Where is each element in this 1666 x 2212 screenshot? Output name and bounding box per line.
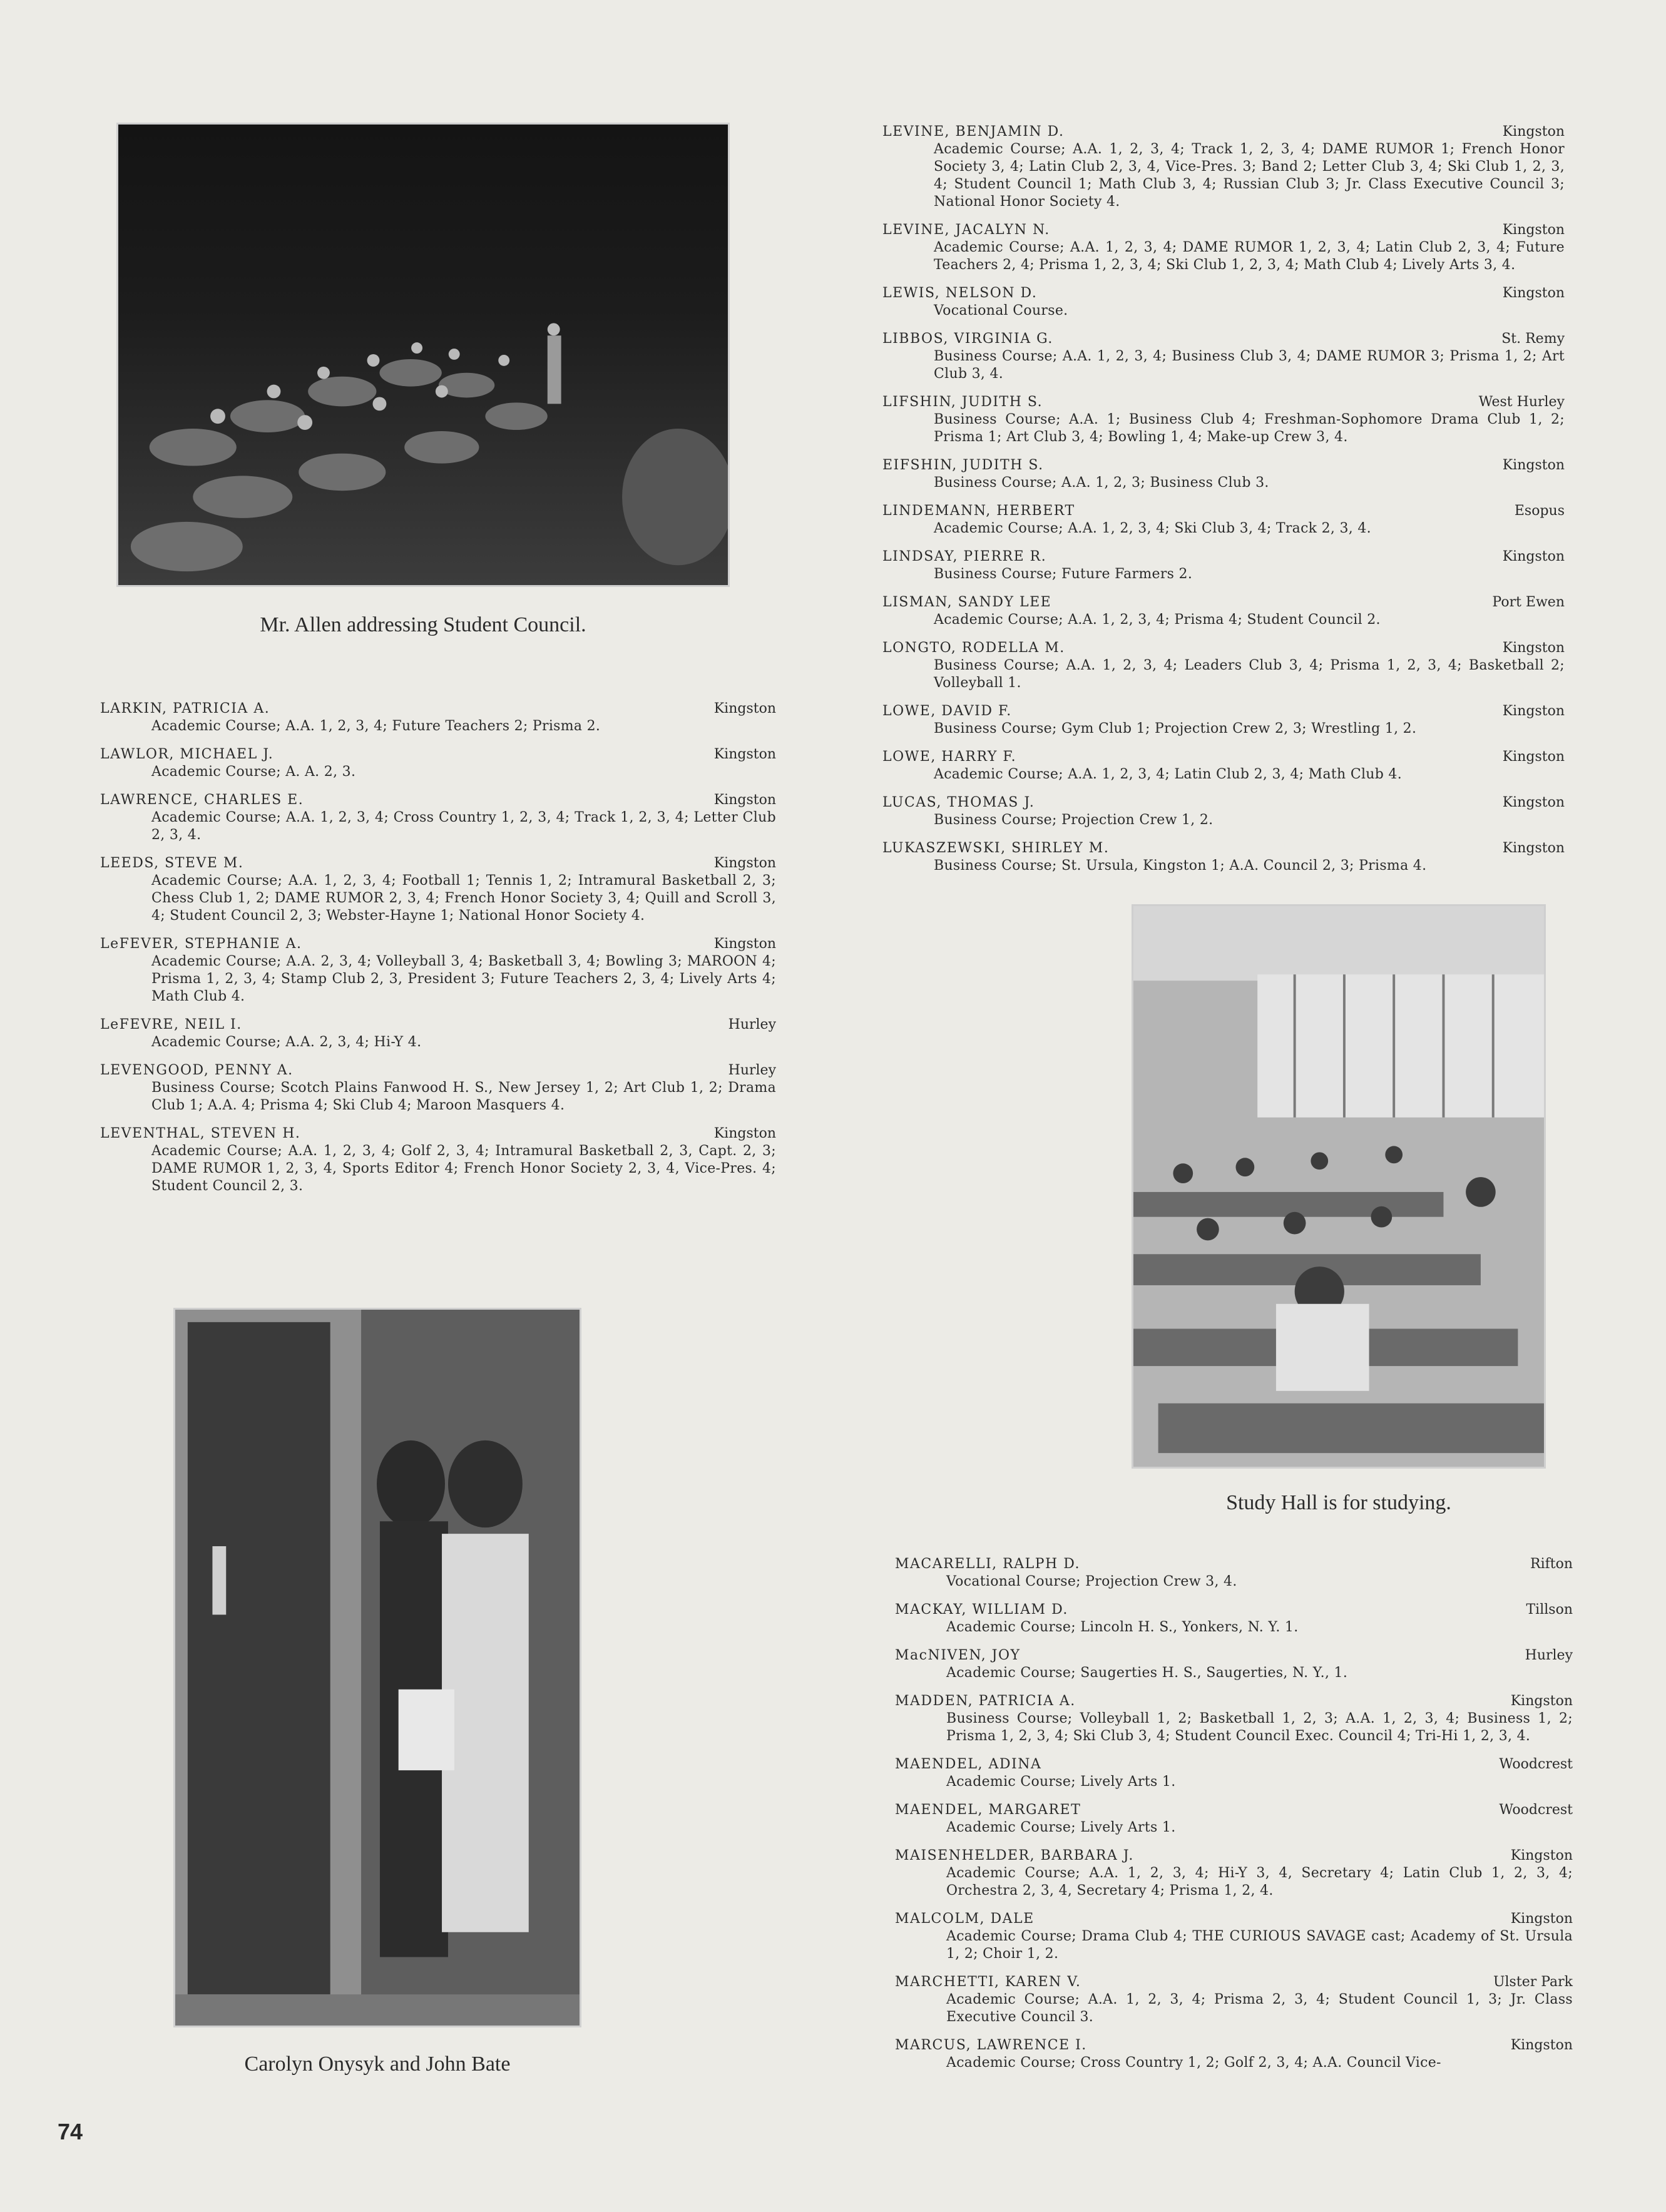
student-entry — [895, 1555, 1573, 1591]
student-activities: Business Course; Volleyball 1, 2; Basketball 1, 2, 3; A.A. 1, 2, 3, 4; Business 1, 2; Prisma 1, 2, 3, 4; Ski Club 3, 4; Student Council Exec. Council 4; Tri-Hi 1, 2, 3, 4. — [946, 1711, 1573, 1744]
student-activities: Business Course; Projection Crew 1, 2. — [934, 812, 1214, 828]
entry-header — [882, 456, 1565, 474]
couple-image — [175, 1310, 580, 2026]
student-name: MACARELLI, RALPH D. — [895, 1556, 1081, 1572]
student-name: LUKASZEWSKI, SHIRLEY M. — [882, 840, 1110, 856]
student-entry — [895, 1755, 1573, 1791]
student-name: LeFEVER, STEPHANIE A. — [100, 936, 302, 952]
student-activities: Academic Course; A.A. 1, 2, 3, 4; Prisma 2, 3, 4; Student Council 1, 3; Jr. Class Executive Council 3. — [946, 1992, 1573, 2025]
student-name: MARCHETTI, KAREN V. — [895, 1974, 1081, 1990]
student-activities: Academic Course; A.A. 2, 3, 4; Volleyball 3, 4; Basketball 3, 4; Bowling 3; MAROON 4; Prisma 1, 2, 3, 4; Stamp Club 2, 3, President 3; Future Teachers 2, 3, 4; Lively Arts 4; Math Club 4. — [151, 954, 776, 1004]
student-town: Kingston — [1510, 2037, 1573, 2053]
student-town: West Hurley — [1478, 394, 1565, 410]
student-name: MARCUS, LAWRENCE I. — [895, 2037, 1087, 2053]
student-town: Hurley — [1525, 1648, 1573, 1663]
entry-header — [882, 221, 1565, 239]
student-entry — [100, 700, 776, 735]
student-activities: Academic Course; A.A. 1, 2, 3, 4; Cross Country 1, 2, 3, 4; Track 1, 2, 3, 4; Letter Club 2, 3, 4. — [151, 810, 776, 843]
student-name: LeFEVRE, NEIL I. — [100, 1017, 242, 1032]
entry-header — [882, 793, 1565, 812]
student-entry — [882, 456, 1565, 492]
entry-header — [895, 1755, 1573, 1773]
student-name: MALCOLM, DALE — [895, 1911, 1035, 1927]
student-town: Hurley — [728, 1063, 776, 1078]
student-activities: Academic Course; A.A. 1, 2, 3, 4; Ski Club 3, 4; Track 2, 3, 4. — [934, 521, 1371, 536]
student-town: Woodcrest — [1499, 1756, 1573, 1772]
couple-caption: Carolyn Onysyk and John Bate — [244, 2052, 511, 2076]
student-town: Kingston — [713, 936, 776, 952]
entry-header — [100, 1061, 776, 1079]
student-activities: Academic Course; Drama Club 4; THE CURIOUS SAVAGE cast; Academy of St. Ursula 1, 2; Choir 1, 2. — [946, 1929, 1573, 1962]
student-council-caption: Mr. Allen addressing Student Council. — [260, 613, 586, 636]
student-activities: Academic Course; A.A. 1, 2, 3, 4; Football 1; Tennis 1, 2; Intramural Basketball 2, 3; Chess Club 1, 2; DAME RUMOR 2, 3, 4; French Honor Society 3, 4; Quill and Scroll 3, 4; Student Council 2, 3; Webster-Hayne 1; National Honor Society 4. — [151, 873, 776, 924]
study-hall-image — [1133, 906, 1544, 1467]
student-town: Kingston — [713, 855, 776, 871]
study-hall-photo — [1132, 904, 1546, 1469]
student-activities: Academic Course; A.A. 1, 2, 3, 4; Golf 2, 3, 4; Intramural Basketball 2, 3, Capt. 2, 3; DAME RUMOR 1, 2, 3, 4, Sports Editor 4; French Honor Society 2, 3, 4, Vice-Pres. 4; Student Council 2, 3. — [151, 1143, 776, 1194]
student-name: MADDEN, PATRICIA A. — [895, 1693, 1076, 1709]
entry-header — [100, 1016, 776, 1034]
student-name: LAWRENCE, CHARLES E. — [100, 792, 304, 808]
student-activities: Academic Course; Saugerties H. S., Saugerties, N. Y., 1. — [946, 1665, 1348, 1681]
student-activities: Business Course; A.A. 1, 2, 3, 4; Leaders Club 3, 4; Prisma 1, 2, 3, 4; Basketball 2; Volleyball 1. — [934, 658, 1565, 691]
student-name: MacNIVEN, JOY — [895, 1648, 1021, 1663]
student-entry — [882, 593, 1565, 629]
entry-header — [895, 1692, 1573, 1710]
page-number: 74 — [58, 2119, 83, 2144]
entry-header — [895, 1601, 1573, 1619]
student-name: LEVENGOOD, PENNY A. — [100, 1063, 294, 1078]
student-town: Kingston — [713, 1126, 776, 1141]
student-council-image — [118, 125, 728, 585]
student-activities: Academic Course; A.A. 1, 2, 3, 4; Future Teachers 2; Prisma 2. — [151, 718, 601, 734]
student-town: Kingston — [1502, 549, 1565, 564]
student-entry — [882, 123, 1565, 211]
entry-header — [882, 123, 1565, 141]
student-town: Tillson — [1526, 1602, 1573, 1618]
student-town: Kingston — [1502, 795, 1565, 810]
student-name: LISMAN, SANDY LEE — [882, 594, 1052, 610]
student-town: Port Ewen — [1492, 594, 1565, 610]
student-town: Kingston — [1510, 1693, 1573, 1709]
student-entry — [895, 1692, 1573, 1745]
entry-header — [100, 935, 776, 953]
student-name: MAISENHELDER, BARBARA J. — [895, 1848, 1134, 1863]
entry-header — [895, 2036, 1573, 2054]
couple-photo — [173, 1308, 581, 2027]
student-entry — [895, 2036, 1573, 2072]
student-town: Kingston — [1502, 640, 1565, 656]
student-entry — [100, 791, 776, 844]
student-activities: Vocational Course. — [934, 303, 1068, 319]
student-entry — [895, 1801, 1573, 1837]
student-name: LOWE, DAVID F. — [882, 703, 1012, 719]
student-town: Kingston — [1502, 124, 1565, 140]
student-name: EIFSHIN, JUDITH S. — [882, 457, 1044, 473]
student-entry — [100, 854, 776, 925]
student-entry — [882, 221, 1565, 274]
student-entry — [895, 1646, 1573, 1682]
student-name: LIFSHIN, JUDITH S. — [882, 394, 1043, 410]
student-town: Ulster Park — [1493, 1974, 1573, 1990]
student-town: Hurley — [728, 1017, 776, 1032]
student-name: LEWIS, NELSON D. — [882, 285, 1038, 301]
student-entry — [882, 839, 1565, 875]
student-name: LONGTO, RODELLA M. — [882, 640, 1065, 656]
student-town: Woodcrest — [1499, 1802, 1573, 1818]
student-name: LARKIN, PATRICIA A. — [100, 701, 270, 716]
student-activities: Academic Course; A.A. 1, 2, 3, 4; Prisma 4; Student Council 2. — [934, 612, 1381, 628]
student-activities: Business Course; A.A. 1, 2, 3, 4; Business Club 3, 4; DAME RUMOR 3; Prisma 1, 2; Art Club 3, 4. — [934, 349, 1565, 382]
student-town: St. Remy — [1501, 331, 1565, 347]
student-entry — [100, 1016, 776, 1051]
entry-header — [882, 639, 1565, 657]
entry-header — [100, 791, 776, 809]
student-name: LUCAS, THOMAS J. — [882, 795, 1035, 810]
student-activities: Academic Course; A.A. 1, 2, 3, 4; Hi-Y 3, 4, Secretary 4; Latin Club 1, 2, 3, 4; Orchestra 2, 3, 4, Secretary 4; Prisma 1, 2, 4. — [946, 1865, 1573, 1899]
student-name: LOWE, HARRY F. — [882, 749, 1017, 765]
student-town: Kingston — [1502, 457, 1565, 473]
student-activities: Academic Course; Lively Arts 1. — [946, 1774, 1176, 1790]
student-town: Kingston — [713, 792, 776, 808]
student-town: Kingston — [1502, 222, 1565, 238]
student-council-photo — [116, 123, 730, 587]
entry-header — [895, 1910, 1573, 1928]
entry-header — [882, 548, 1565, 566]
student-town: Esopus — [1514, 503, 1565, 519]
entry-header — [882, 330, 1565, 348]
student-town: Kingston — [1502, 703, 1565, 719]
student-town: Kingston — [1510, 1911, 1573, 1927]
student-name: LIBBOS, VIRGINIA G. — [882, 331, 1053, 347]
student-activities: Business Course; Gym Club 1; Projection Crew 2, 3; Wrestling 1, 2. — [934, 721, 1417, 736]
student-activities: Academic Course; A. A. 2, 3. — [151, 764, 356, 780]
student-activities: Vocational Course; Projection Crew 3, 4. — [946, 1574, 1237, 1589]
student-activities: Business Course; Future Farmers 2. — [934, 566, 1193, 582]
student-entry — [882, 502, 1565, 538]
left-column-entries — [100, 700, 776, 1205]
student-entry — [100, 745, 776, 781]
student-entry — [882, 748, 1565, 783]
student-activities: Academic Course; A.A. 1, 2, 3, 4; Track 1, 2, 3, 4; DAME RUMOR 1; French Honor Society 3, 4; Latin Club 2, 3, 4, Vice-Pres. 3; Band 2; Letter Club 3, 4; Ski Club 1, 2, 3, 4; Student Council 1; Math Club 3, 4; Russian Club 3; Jr. Class Executive Council 3; National Honor Society 4. — [934, 141, 1565, 210]
student-town: Kingston — [713, 701, 776, 716]
entry-header — [882, 502, 1565, 520]
entry-header — [100, 745, 776, 763]
student-entry — [882, 702, 1565, 738]
student-entry — [882, 793, 1565, 829]
student-entry — [882, 639, 1565, 692]
student-activities: Academic Course; A.A. 1, 2, 3, 4; Latin Club 2, 3, 4; Math Club 4. — [934, 767, 1403, 782]
student-name: LINDSAY, PIERRE R. — [882, 549, 1047, 564]
student-name: MAENDEL, MARGARET — [895, 1802, 1081, 1818]
entry-header — [895, 1973, 1573, 1991]
student-entry — [882, 393, 1565, 446]
student-entry — [895, 1847, 1573, 1900]
entry-header — [882, 393, 1565, 411]
entry-header — [882, 702, 1565, 720]
student-activities: Academic Course; A.A. 2, 3, 4; Hi-Y 4. — [151, 1034, 422, 1050]
student-town: Kingston — [713, 747, 776, 762]
student-entry — [895, 1973, 1573, 2026]
student-entry — [882, 548, 1565, 583]
student-activities: Academic Course; Lincoln H. S., Yonkers, N. Y. 1. — [946, 1619, 1299, 1635]
student-town: Kingston — [1502, 840, 1565, 856]
student-entry — [100, 1124, 776, 1195]
entry-header — [882, 593, 1565, 611]
entry-header — [895, 1646, 1573, 1664]
entry-header — [895, 1555, 1573, 1573]
student-activities: Academic Course; A.A. 1, 2, 3, 4; DAME RUMOR 1, 2, 3, 4; Latin Club 2, 3, 4; Future Teachers 2, 4; Prisma 1, 2, 3, 4; Ski Club 1, 2, 3, 4; Math Club 4; Lively Arts 3, 4. — [934, 240, 1565, 273]
entry-header — [882, 284, 1565, 302]
student-name: LAWLOR, MICHAEL J. — [100, 747, 274, 762]
student-entry — [100, 935, 776, 1006]
student-entry — [882, 284, 1565, 320]
student-entry — [895, 1910, 1573, 1963]
student-name: LEVENTHAL, STEVEN H. — [100, 1126, 301, 1141]
entry-header — [895, 1847, 1573, 1865]
student-activities: Business Course; Scotch Plains Fanwood H. S., New Jersey 1, 2; Art Club 1, 2; Drama Club 1; A.A. 4; Prisma 4; Ski Club 4; Maroon Masquers 4. — [151, 1080, 776, 1113]
study-hall-caption: Study Hall is for studying. — [1226, 1491, 1451, 1514]
student-name: MAENDEL, ADINA — [895, 1756, 1042, 1772]
student-entry — [882, 330, 1565, 383]
student-activities: Academic Course; Lively Arts 1. — [946, 1820, 1176, 1835]
entry-header — [882, 748, 1565, 766]
student-activities: Business Course; A.A. 1; Business Club 4; Freshman-Sophomore Drama Club 1, 2; Prisma 1; Art Club 3, 4; Bowling 1, 4; Make-up Crew 3, 4. — [934, 412, 1565, 445]
student-name: MACKAY, WILLIAM D. — [895, 1602, 1068, 1618]
student-town: Kingston — [1502, 749, 1565, 765]
student-activities: Business Course; A.A. 1, 2, 3; Business Club 3. — [934, 475, 1269, 491]
student-town: Rifton — [1530, 1556, 1573, 1572]
student-activities: Business Course; St. Ursula, Kingston 1; A.A. Council 2, 3; Prisma 4. — [934, 858, 1427, 874]
student-name: LINDEMANN, HERBERT — [882, 503, 1075, 519]
right-column-top-entries — [882, 123, 1565, 885]
entry-header — [882, 839, 1565, 857]
student-entry — [100, 1061, 776, 1114]
student-town: Kingston — [1510, 1848, 1573, 1863]
entry-header — [100, 700, 776, 718]
student-name: LEVINE, JACALYN N. — [882, 222, 1050, 238]
student-name: LEVINE, BENJAMIN D. — [882, 124, 1065, 140]
entry-header — [100, 854, 776, 872]
entry-header — [100, 1124, 776, 1143]
student-town: Kingston — [1502, 285, 1565, 301]
student-activities: Academic Course; Cross Country 1, 2; Golf 2, 3, 4; A.A. Council Vice- — [946, 2055, 1441, 2071]
student-name: LEEDS, STEVE M. — [100, 855, 244, 871]
student-entry — [895, 1601, 1573, 1636]
right-column-bottom-entries — [895, 1555, 1573, 2082]
entry-header — [895, 1801, 1573, 1819]
